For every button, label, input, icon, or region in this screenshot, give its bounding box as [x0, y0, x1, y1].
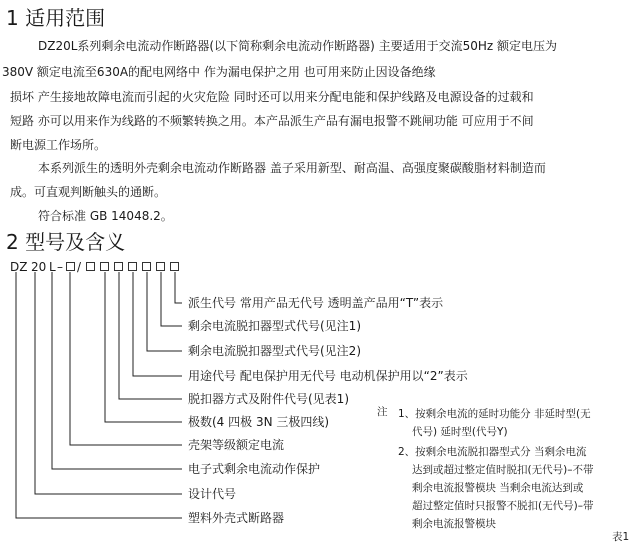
note-line-5: 剩余电流报警模块 当剩余电流达到或	[412, 482, 584, 494]
section1-line-1: DZ20L系列剩余电流动作断路器(以下简称剩余电流动作断路器) 主要适用于交流50Hz 额定电压为	[38, 39, 558, 53]
section1-line-5: 断电源工作场所。	[10, 138, 107, 152]
code-num: 20	[31, 260, 47, 274]
label-derivative-code: 派生代号 常用产品无代号 透明盖产品用“T”表示	[188, 296, 444, 310]
label-release-accessory: 脱扣器方式及附件代号(见表1)	[188, 392, 349, 406]
note-line-2: 代号) 延时型(代号Y)	[412, 426, 508, 438]
note-line-4: 达到或超过整定值时脱扣(无代号)–不带	[412, 464, 594, 476]
label-rcd-type-note1: 剩余电流脱扣器型式代号(见注1)	[188, 319, 361, 333]
note-line-7: 剩余电流报警模块	[412, 518, 496, 530]
label-molded-case-breaker: 塑料外壳式断路器	[188, 511, 285, 525]
label-usage-code: 用途代号 配电保护用无代号 电动机保护用以“2”表示	[188, 369, 468, 383]
label-poles: 极数(4 四极 3N 三极四线)	[188, 415, 330, 429]
section1-line-8: 符合标准 GB 14048.2。	[38, 209, 173, 223]
section1-line-7: 成。可直观判断触头的通断。	[10, 185, 167, 199]
code-dz: DZ	[10, 260, 28, 274]
note-line-3: 2、按剩余电流脱扣器型式分 当剩余电流	[398, 446, 587, 458]
table-reference: 表1	[612, 531, 630, 543]
label-electronic-rcd: 电子式剩余电流动作保护	[188, 462, 321, 476]
label-rcd-type-note2: 剩余电流脱扣器型式代号(见注2)	[188, 344, 361, 358]
section1-line-6: 本系列派生的透明外壳剩余电流动作断路器 盖子采用新型、耐高温、高强度聚碳酸脂材料制造而	[38, 161, 546, 175]
section1-line-2: 380V 额定电流至630A的配电网络中 作为漏电保护之用 也可用来防止因设备绝缘	[2, 65, 436, 79]
code-l: L	[49, 260, 56, 274]
note-line-1: 1、按剩余电流的延时功能分 非延时型(无	[398, 408, 591, 420]
section1-line-3: 损坏 产生接地故障电流而引起的火灾危险 同时还可以用来分配电能和保护线路及电源设备的过载和	[10, 90, 534, 104]
code-dash: –	[57, 260, 63, 274]
section1-title: 1 适用范围	[6, 6, 106, 30]
notes-marker: 注	[377, 406, 388, 418]
section2-title: 2 型号及含义	[6, 230, 126, 254]
label-design-code: 设计代号	[188, 487, 237, 501]
label-frame-current: 壳架等级额定电流	[188, 438, 285, 452]
note-line-6: 超过整定值时只报警不脱扣(无代号)–带	[412, 500, 594, 512]
section1-line-4: 短路 亦可以用来作为线路的不频繁转换之用。本产品派生产品有漏电报警不跳闸功能 可应用于不间	[10, 114, 534, 128]
code-slash: /	[77, 260, 82, 274]
